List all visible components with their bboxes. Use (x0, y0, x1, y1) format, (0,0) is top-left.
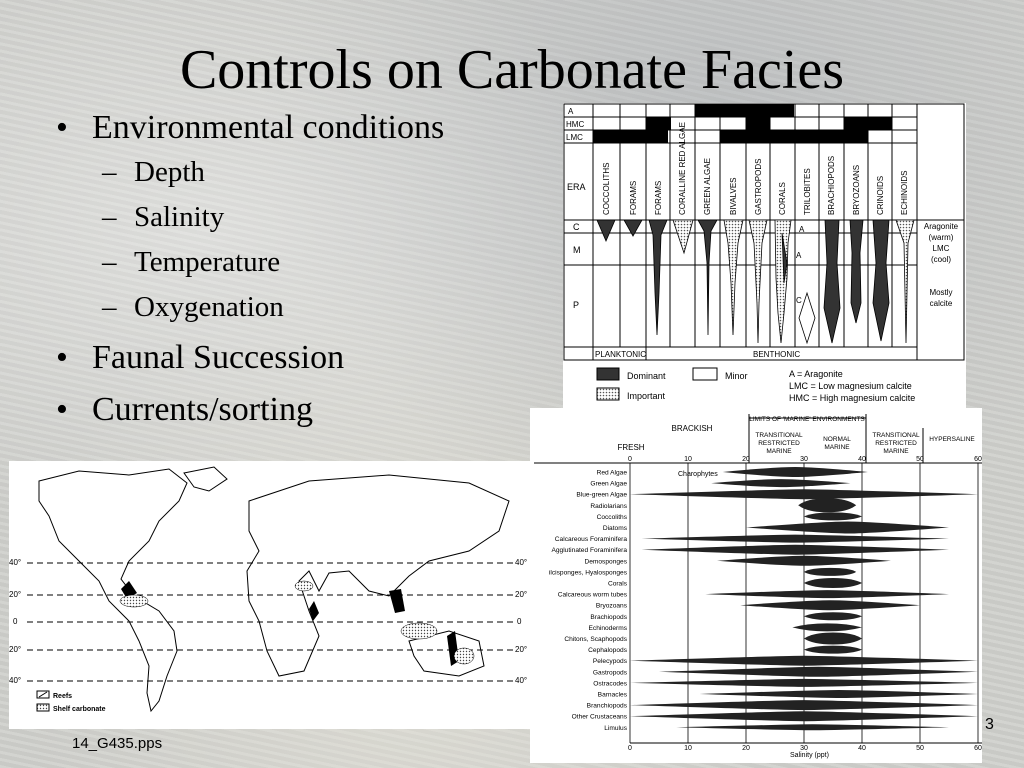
sub-bullet-item (102, 240, 444, 285)
range-shape (824, 220, 840, 343)
slide-number: 3 (985, 716, 994, 733)
group-label: GREEN ALGAE (703, 158, 712, 215)
taxon-label: Blue-green Algae (576, 491, 627, 499)
bullet-item (56, 336, 444, 380)
salinity-range-bar (717, 556, 891, 566)
salinity-range-bar (700, 690, 978, 698)
hmc-bar (844, 117, 892, 130)
taxon-label: ilcisponges, Hyalosponges (548, 569, 627, 577)
era-m: M (573, 245, 581, 255)
salinity-range-bar (630, 700, 978, 710)
bullet-dot-icon: • (56, 391, 68, 428)
bullet-dot-icon: • (56, 109, 68, 146)
tick-label: 0 (628, 745, 632, 752)
legend-def: HMC = High magnesium calcite (789, 393, 916, 403)
tick-label: 20 (742, 456, 750, 463)
lat-label: 20° (9, 645, 22, 654)
range-shape (850, 220, 863, 323)
dash-icon: – (102, 156, 117, 188)
header-text: TRANSITIONAL (872, 432, 920, 439)
group-label: FORAMS (629, 180, 638, 215)
salinity-axis-label: Salinity (ppt) (790, 752, 829, 759)
range-shape (624, 220, 642, 236)
bullet-text: Environmental conditions (92, 109, 445, 146)
taxon-label: Demosponges (584, 558, 627, 566)
taxon-label: Gastropods (592, 669, 627, 677)
salinity-range-bar (804, 633, 862, 645)
tick-label: 40 (858, 745, 866, 752)
legend-def: LMC = Low magnesium calcite (789, 381, 912, 391)
note-text: (cool) (930, 255, 952, 264)
note-text: LMC (932, 244, 950, 253)
taxon-label: Diatoms (602, 525, 627, 532)
reef-mark (389, 589, 405, 613)
salinity-range-bar (723, 467, 868, 477)
sub-bullet-item (102, 195, 444, 240)
bullet-item (56, 106, 444, 150)
group-label: CRINOIDS (876, 175, 885, 215)
era-label: ERA (567, 182, 586, 192)
salinity-range-bar (711, 479, 850, 487)
header-text: MARINE (883, 448, 909, 455)
salinity-range-bar (746, 522, 949, 534)
group-label: BIVALVES (729, 177, 738, 215)
row-label: A (568, 107, 574, 116)
salinity-range-bar (804, 578, 862, 588)
mineralogy-chart (563, 103, 966, 409)
taxon-label: Branchiopods (586, 702, 627, 710)
salinity-figure (530, 408, 982, 763)
sub-bullet-item (102, 285, 444, 330)
group-label: GASTROPODS (754, 158, 763, 215)
sub-bullet-text: Temperature (134, 246, 281, 278)
lat-label: 40° (9, 676, 22, 685)
salinity-range-bar (804, 568, 856, 576)
salinity-range-bar (659, 667, 978, 677)
range-shape (896, 220, 914, 343)
tick-label: 30 (800, 456, 808, 463)
salinity-range-bar (676, 724, 949, 730)
taxon-label: Cephalopods (588, 647, 627, 655)
tick-label: 60 (974, 456, 982, 463)
brackish-label: BRACKISH (671, 424, 713, 433)
lat-label: 40° (9, 558, 22, 567)
shelf-carbonate-area (120, 595, 148, 607)
benthonic-label: BENTHONIC (753, 350, 801, 359)
taxon-label: Ostracodes (593, 680, 627, 688)
tick-label: 20 (742, 745, 750, 752)
mineralogy-figure (563, 103, 966, 409)
range-shape (698, 220, 717, 335)
legend-dominant-swatch (597, 368, 619, 380)
lmc-bar (720, 130, 868, 143)
eurasia-africa-outline (247, 475, 509, 676)
taxon-label: Echinoderms (588, 624, 627, 632)
legend-minor-swatch (693, 368, 717, 380)
sub-bullet-text: Depth (134, 156, 205, 188)
tick-label: 50 (916, 456, 924, 463)
lat-label: 0 (517, 617, 522, 626)
tick-label: 30 (800, 745, 808, 752)
group-label: CORALS (778, 182, 787, 215)
salinity-chart (530, 408, 982, 763)
sub-bullet-text: Salinity (134, 201, 225, 233)
taxon-label: Other Crustaceans (571, 713, 627, 721)
range-shape (597, 220, 615, 241)
americas-outline (39, 469, 187, 711)
taxon-label: Radiolarians (590, 502, 627, 510)
taxon-label: Barnacles (597, 691, 627, 699)
legend-label: Reefs (53, 693, 73, 700)
greenland-outline (184, 467, 227, 491)
range-shape (724, 220, 743, 335)
range-shape (649, 220, 667, 335)
legend-label: Minor (725, 371, 748, 381)
bullet-dot-icon: • (56, 339, 68, 376)
coral-label: A (799, 225, 805, 234)
bullet-item (56, 388, 444, 432)
footer-filename: 14_G435.pps (72, 735, 163, 752)
shelf-carbonate-area (401, 623, 437, 639)
legend-label: Important (627, 391, 666, 401)
group-label: FORAMS (654, 180, 663, 215)
note-text: Mostly (929, 288, 953, 297)
taxon-label: Chitons, Scaphopods (564, 636, 627, 643)
taxon-label: Limulus (604, 724, 627, 732)
taxon-label: Agglutinated Foraminifera (551, 547, 627, 555)
planktonic-label: PLANKTONIC (595, 350, 646, 359)
taxon-label: Green Algae (590, 480, 627, 488)
bullet-list (56, 106, 444, 432)
lat-label: 40° (515, 558, 528, 567)
tick-label: 50 (916, 745, 924, 752)
salinity-range-bar (798, 498, 856, 512)
coral-label: A (796, 251, 802, 260)
bullet-text: Faunal Succession (92, 339, 345, 376)
header-text: MARINE (766, 448, 792, 455)
taxon-label: Brachiopods (590, 613, 627, 621)
legend-important-swatch (597, 388, 619, 400)
salinity-range-bar (804, 612, 862, 620)
group-label: BRACHIOPODS (827, 155, 836, 215)
group-label: BRYOZOANS (852, 164, 861, 215)
lmc-bar (593, 130, 668, 143)
salinity-range-bar (630, 679, 978, 687)
shelf-carbonate-area (295, 581, 313, 591)
sub-bullet-item (102, 150, 444, 195)
world-map (9, 461, 534, 729)
range-shape (749, 220, 767, 343)
legend-label: Shelf carbonate (53, 706, 106, 713)
group-label: TRILOBITES (803, 168, 812, 215)
lat-label: 20° (9, 590, 22, 599)
salinity-range-bar (804, 646, 862, 654)
row-label: LMC (566, 133, 583, 142)
slide-title: Controls on Carbonate Facies (179, 39, 845, 101)
coral-label: C (796, 296, 802, 305)
taxon-label: Corals (607, 580, 627, 588)
hmc-bar (746, 117, 770, 130)
group-label: COCCOLITHS (602, 162, 611, 215)
note-text: calcite (929, 299, 953, 308)
salinity-range-bar (804, 512, 862, 520)
salinity-range-bar (630, 656, 978, 666)
header-text: TRANSITIONAL (755, 432, 803, 439)
era-c: C (573, 222, 580, 232)
charophytes-label: Charophytes (678, 471, 718, 478)
bullet-text: Currents/sorting (92, 391, 313, 428)
note-text: Aragonite (923, 222, 959, 231)
tick-label: 10 (684, 456, 692, 463)
tick-label: 60 (974, 745, 982, 752)
range-shape (873, 220, 889, 341)
lat-label: 20° (515, 590, 528, 599)
header-text: NORMAL (823, 436, 851, 443)
group-label: CORALLINE RED ALGAE (678, 122, 687, 215)
dash-icon: – (102, 246, 117, 278)
dash-icon: – (102, 291, 117, 323)
fresh-label: FRESH (617, 443, 645, 452)
taxon-label: Coccoliths (596, 513, 627, 521)
legend-def: A = Aragonite (789, 369, 843, 379)
salinity-range-bar (630, 711, 978, 721)
dash-icon: – (102, 201, 117, 233)
header-text: RESTRICTED (758, 440, 800, 447)
tick-label: 10 (684, 745, 692, 752)
sub-bullet-text: Oxygenation (134, 291, 284, 323)
salinity-range-bar (630, 489, 978, 499)
aragonite-bar (695, 104, 794, 117)
range-shape (673, 220, 693, 253)
lat-label: 40° (515, 676, 528, 685)
salinity-range-bar (705, 590, 949, 598)
tick-label: 0 (628, 456, 632, 463)
header-text: HYPERSALINE (929, 436, 975, 443)
limits-label: LIMITS OF 'MARINE' ENVIRONMENTS (749, 416, 865, 423)
shelf-carbonate-area (454, 648, 474, 664)
group-label: ECHINOIDS (900, 170, 909, 215)
salinity-range-bar (740, 600, 920, 610)
legend-label: Dominant (627, 371, 666, 381)
hmc-bar (646, 117, 671, 130)
taxon-label: Calcareous Foraminifera (554, 536, 627, 544)
note-text: (warm) (928, 233, 954, 242)
taxon-label: Calcareous worm tubes (557, 591, 627, 599)
lat-label: 0 (13, 617, 18, 626)
taxon-label: Pelecypods (592, 658, 627, 666)
taxon-label: Red Algae (596, 469, 627, 477)
taxon-label: Bryozoans (595, 602, 627, 610)
lat-label: 20° (515, 645, 528, 654)
legend-shelf-swatch (37, 704, 49, 711)
world-map-figure (9, 461, 534, 729)
tick-label: 40 (858, 456, 866, 463)
row-label: HMC (566, 120, 585, 129)
reef-mark (309, 601, 319, 621)
salinity-range-bar (792, 623, 862, 631)
header-text: MARINE (824, 444, 850, 451)
era-p: P (573, 300, 580, 310)
header-text: RESTRICTED (875, 440, 917, 447)
